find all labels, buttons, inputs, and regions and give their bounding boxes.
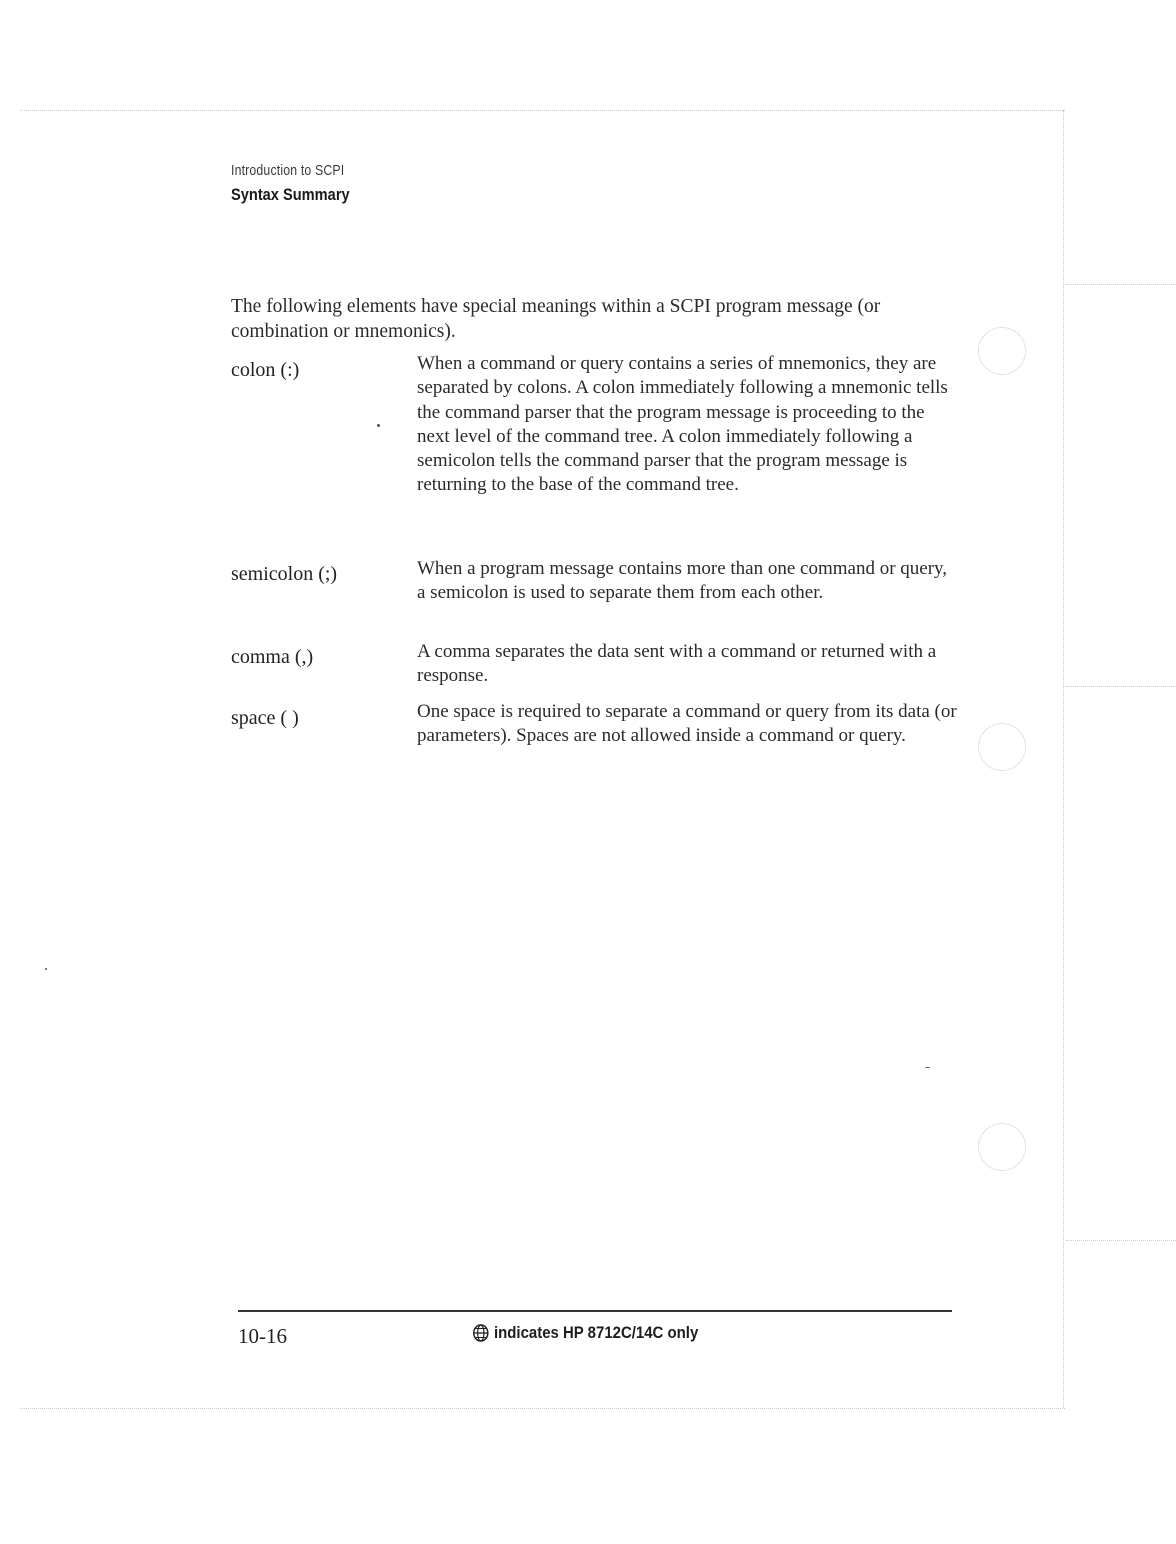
intro-paragraph: The following elements have special meanings within a SCPI program message (or combination or mnemonics). [231, 296, 881, 342]
term-colon: colon (:) [231, 359, 300, 381]
scan-speck [377, 424, 380, 427]
description-colon: When a command or query contains a series of mnemonics, they are separated by colons. A colon immediately following a mnemonic tells the command parser that the program message is proceeding to the next level of the command tree. A colon immediately following a semicolon tells the command parser that the program message is returning to the base of the command tree. [417, 353, 948, 496]
description-comma: A comma separates the data sent with a command or returned with a response. [417, 641, 937, 687]
punch-hole [978, 723, 1026, 771]
page-edge-top [20, 110, 1065, 111]
section-title: Syntax Summary [231, 185, 350, 204]
page-number: 10-16 [238, 1324, 287, 1348]
running-head [231, 162, 369, 205]
page-edge-bottom [20, 1408, 1065, 1409]
scan-speck [45, 968, 47, 970]
term-space: space ( ) [231, 707, 299, 729]
page-edge-right [1063, 110, 1064, 1408]
chapter-title: Introduction to SCPI [231, 162, 345, 179]
tab-divider-line [1066, 686, 1176, 687]
tab-divider-line [1066, 1240, 1176, 1241]
term-comma: comma (,) [231, 646, 314, 668]
footer-note-text: indicates HP 8712C/14C only [494, 1323, 699, 1342]
description-space: One space is required to separate a command or query from its data (or parameters). Spaces are not allowed inside a command or query. [417, 701, 957, 747]
footer-note [472, 1323, 698, 1343]
scan-speck [925, 1067, 930, 1068]
punch-hole [978, 1123, 1026, 1171]
term-semicolon: semicolon (;) [231, 563, 338, 585]
footer-rule [238, 1310, 952, 1312]
description-semicolon: When a program message contains more than one command or query, a semicolon is used to separate them from each other. [417, 558, 948, 604]
punch-hole [978, 327, 1026, 375]
globe-symbol-icon [472, 1323, 490, 1343]
tab-divider-line [1066, 284, 1176, 285]
